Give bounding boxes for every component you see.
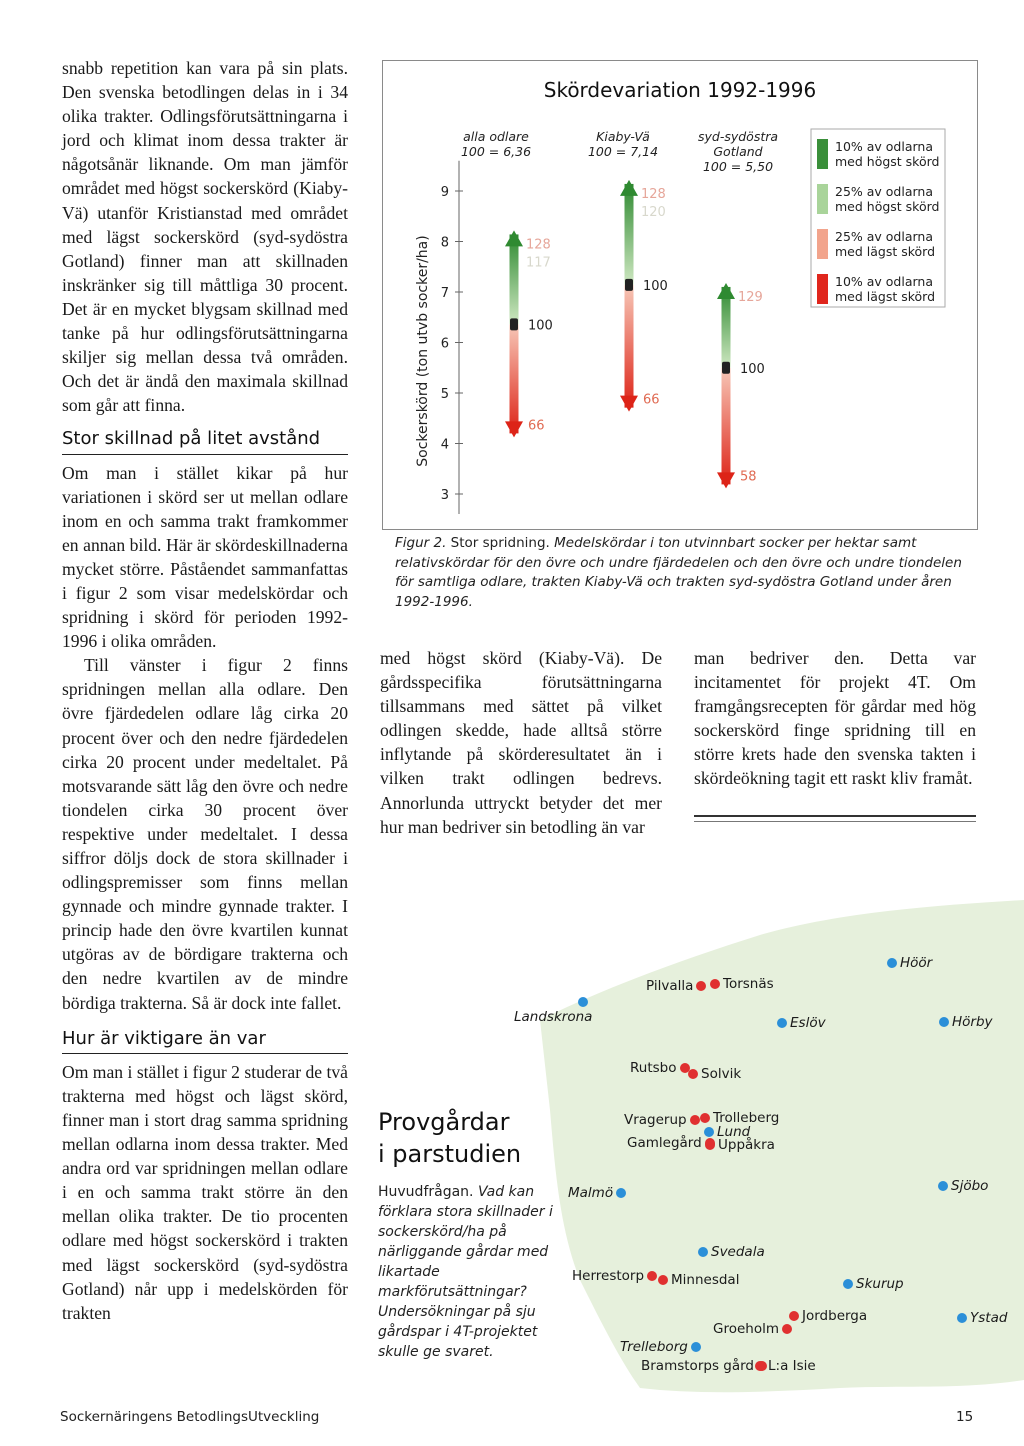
map-place [646,978,706,994]
map-place [843,1276,904,1292]
mean-label: 100 [740,361,765,377]
y-tick-label: 5 [440,387,449,402]
map-place [688,1066,741,1082]
location-dot-icon [658,1275,668,1285]
map-place [789,1308,867,1324]
map-place [627,1135,715,1151]
location-dot-icon [887,958,897,968]
legend-label: med lägst skörd [835,244,936,259]
map-place [572,1268,657,1284]
legend-label: 10% av odlarna [835,274,934,289]
legend-label: 10% av odlarna [835,139,934,154]
series-base-value: 100 = 6,36 [460,144,532,159]
map-place-label: Herrestorp [572,1268,645,1284]
map-place [641,1358,767,1374]
figure-caption-text: Medelskördar i ton utvinnbart socker per hektar samt relativskördar för den övre och undre fjärdedelen och den övre och undre tiondelen för samtliga odlare, trakten Kiaby-Vä och trakten syd-sydöstra Gotland under åren 1992-1996. [395,535,962,610]
sidebar-lead: Huvudfrågan. [378,1184,474,1200]
middle-column: med högst skörd (Kiaby-Vä). De gårdsspecifika förutsättningarna tillsammans med sättet på vilket odlingen skedde, hade alltså större inflytande på skörderesultatet än i vilken trakt odlingen bedrevs. Annorlunda uttryckt betyder det mer hur man bedriver sin betodling än var [380,648,662,837]
map-place-label: Vragerup [624,1112,687,1128]
location-dot-icon [710,979,720,989]
sidebar-title: Provgårdar i parstudien [378,1108,522,1168]
paragraph: Om man i stället kikar på hur variationen i skörd ser ut mellan odlare inom en och samma trakt framkommer en annan bild. Här är skördeskillnaderna mycket större. Påståendet sammanfattas i figur 2 som visar medelskördar och spridning i skörd för perioden 1992-1996 i olika områden. [62,462,348,652]
section-heading-stor-skillnad: Stor skillnad på litet avstånd [62,427,348,454]
location-dot-icon [690,1115,700,1125]
sidebar-text [378,1182,556,1362]
map-place [705,1137,775,1153]
chart-title: Skördevariation 1992-1996 [543,78,817,102]
map-place-label: Lund [717,1124,751,1140]
map-place-label: Pilvalla [646,978,694,994]
paragraph: Om man i stället i figur 2 studerar de två trakterna med högst och lägst skörd, finner man i stort drag samma spridning mellan odlarna inom dessa trakter. Med andra ord var spridningen mellan odlare i en och samma trakt större än den mellan olika trakter. De tio procenten odlare med högst sockerskörd i trakten med lägst sockerskörd (syd-sydöstra Gotland) når upp i medelskörden för trakten [62,1061,348,1323]
map-place [698,1244,765,1260]
map-place [938,1178,988,1194]
location-dot-icon [578,997,588,1007]
y-tick-label: 4 [440,437,449,453]
series-header: alla odlare [463,129,529,144]
page-number: 15 [956,1409,974,1425]
location-dot-icon [938,1181,948,1191]
map-place [777,1015,826,1031]
bottom-percent-label: 58 [740,469,757,485]
map-place-label: Rutsbo [630,1060,677,1076]
location-dot-icon [782,1324,792,1334]
location-dot-icon [696,981,706,991]
location-dot-icon [957,1313,967,1323]
map-place-label: Trolleberg [713,1110,780,1126]
bottom-percent-label: 66 [528,418,545,434]
map-place-label: Malmö [568,1185,614,1201]
map-place [957,1310,1007,1326]
top-percent-label: 128 [526,237,551,253]
series-header: syd-sydöstra [697,129,779,144]
map-place-label: Höör [900,955,933,971]
right-column: man bedriver den. Detta var incitamentet för projekt 4T. Om framgångsrecepten för gårdar med hög sockerskörd finge spridning till en större krets hade den svenska takten i skördeökning tagit ett raskt kliv framåt. [694,648,976,789]
map-place [630,1060,690,1076]
y-tick-label: 6 [440,336,449,352]
intro-paragraph: snabb repetition kan vara på sin plats. Den svenska betodlingen delas in i 34 olika trakter. Odlingsförutsättningarna i jord och klimat inom dessa trakter är någotsånär liknande. Om man jämför området med högst sockerskörd (Kiaby-Vä) utanför Kristianstad med området med lägst sockerskörd (syd-sydöstra Gotland) finner man att skillnaden inskränker sig till måttliga 30 procent. Det är en mycket blygsam skillnad med tanke på hur odlingsförutsättningarna skiljer sig mellan dessa två områden. Och det är ändå den maximala skillnad som går att finna. [62,58,348,416]
legend-label: 25% av odlarna [835,229,934,244]
map-place-label: Ystad [970,1310,1008,1326]
map-place-label: Eslöv [790,1015,826,1031]
legend-label: med högst skörd [835,199,940,214]
map-place-label: Solvik [701,1066,742,1082]
map-place-label: Groeholm [713,1321,779,1337]
map-place-label: Gamlegård [627,1135,702,1151]
map-place-label: Torsnäs [723,976,774,992]
map-place [620,1339,701,1355]
sidebar [378,1106,556,1362]
series-header: Gotland [713,144,763,159]
footer-publisher: Sockernäringens BetodlingsUtveckling [60,1409,320,1425]
y-tick-label: 8 [440,235,449,251]
location-dot-icon [843,1279,853,1289]
map-place-label: Landskrona [514,1009,593,1025]
location-dot-icon [777,1018,787,1028]
legend-label: med lägst skörd [835,289,936,304]
map-place-label: Sjöbo [951,1178,989,1194]
map-place [624,1112,700,1128]
y-tick-label: 9 [440,185,449,200]
series-header: Kiaby-Vä [596,129,650,144]
map-place [658,1272,739,1288]
figure-label: Figur 2. [395,535,447,551]
location-dot-icon [939,1017,949,1027]
map-place [514,997,592,1025]
series-base-value: 100 = 7,14 [587,144,659,159]
location-dot-icon [789,1311,799,1321]
map-place-label: Minnesdal [671,1272,740,1288]
bottom-percent-label: 66 [643,392,660,408]
map-place [710,976,774,992]
location-dot-icon [698,1247,708,1257]
mean-label: 100 [528,318,553,334]
map-place [568,1185,626,1201]
location-dot-icon [616,1188,626,1198]
mean-label: 100 [643,278,668,294]
section-heading-hur-ar-viktigare: Hur är viktigare än var [62,1027,348,1054]
paragraph: Till vänster i figur 2 finns spridningen mellan alla odlare. Den övre fjärdedelen odlare låg cirka 20 procent över och den nedre fjärdedelen cirka 20 procent under medeltalet. På motsvarande sätt låg den övre och nedre tiondelen cirka 30 procent över respektive under medeltalet. I dessa siffror döljs dock de stora skillnader i odlingspremisser som finns mellan gynnade och mindre gynnade trakter. I princip hade den övre kvartilen kunnat utgöras av de bördigare trakterna och den nedre kvartilen av de mindre bördiga trakterna. Så är dock inte fallet. [62,655,348,1013]
quartile-percent-label: 117 [526,255,551,271]
map-place-label: Bramstorps gård [641,1358,754,1374]
location-dot-icon [755,1361,765,1371]
location-dot-icon [647,1271,657,1281]
map-place-label: Skurup [856,1276,904,1292]
location-dot-icon [700,1113,710,1123]
location-dot-icon [688,1069,698,1079]
map-place [713,1321,792,1337]
map-place [887,955,932,971]
figure-title: Stor spridning. [450,535,550,551]
map-place-label: Trelleborg [620,1339,688,1355]
legend-label: med högst skörd [835,154,940,169]
top-percent-label: 129 [738,289,763,305]
map-place-label: L:a Isie [768,1358,816,1374]
top-percent-label: 128 [641,186,666,202]
quartile-percent-label: 120 [641,204,666,220]
y-tick-label: 7 [440,286,449,301]
map-place [755,1358,816,1374]
map-place [939,1014,993,1030]
y-tick-label: 3 [440,488,449,503]
map-place-label: Uppåkra [718,1137,775,1153]
location-dot-icon [705,1140,715,1150]
legend-label: 25% av odlarna [835,184,934,199]
series-base-value: 100 = 5,50 [702,159,774,174]
map-place-label: Jordberga [802,1308,868,1324]
sidebar-question: Vad kan förklara stora skillnader i sockerskörd/ha på närliggande gårdar med likartade markförutsättningar? Undersökningar på sju gårdspar i 4T-projektet skulle ge svaret. [378,1184,553,1360]
map-place-label: Hörby [952,1014,993,1030]
map-place-label: Svedala [711,1244,765,1260]
location-dot-icon [691,1342,701,1352]
y-axis-label: Sockerskörd (ton utvb socker/ha) [415,235,431,467]
